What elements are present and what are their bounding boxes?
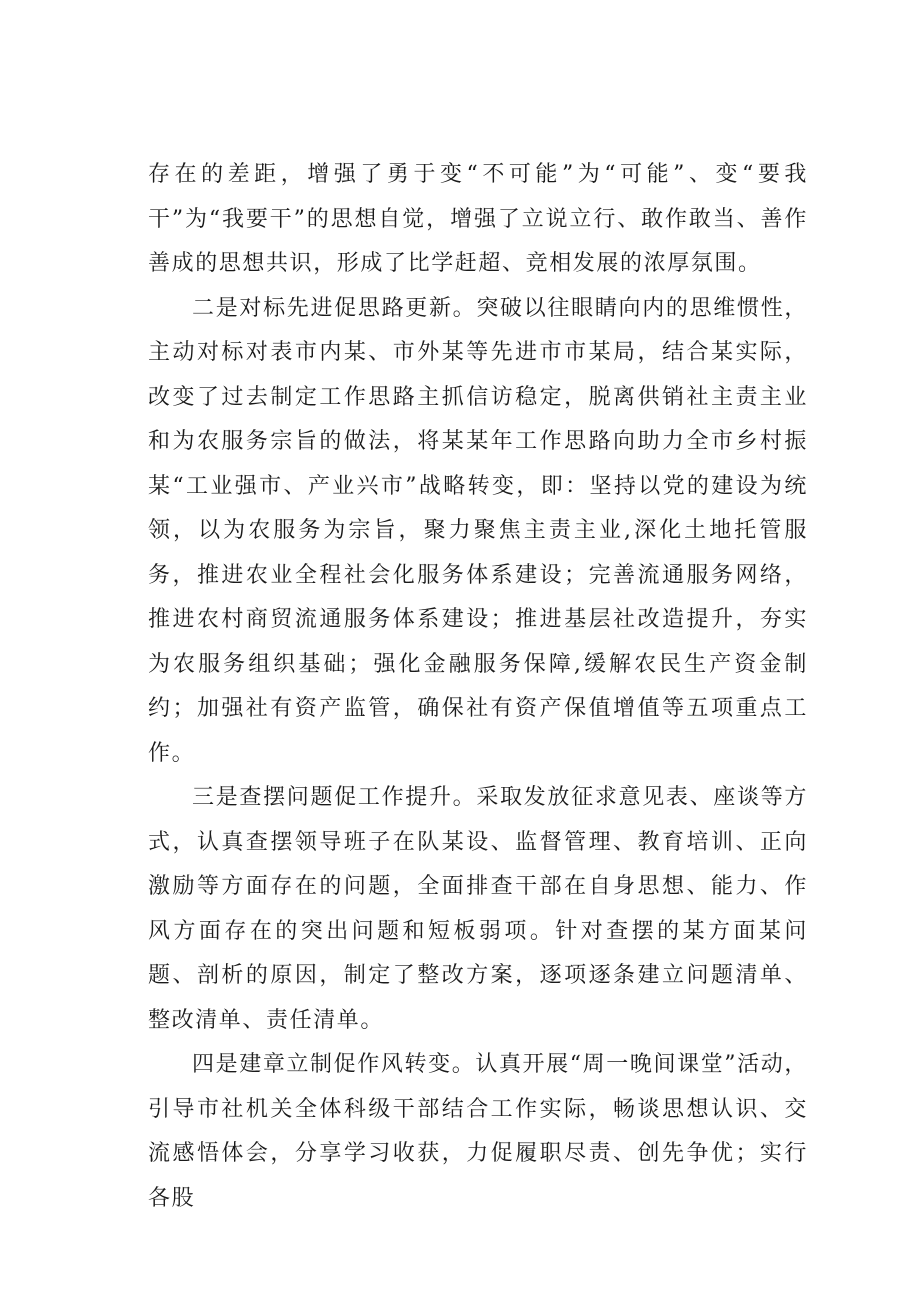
document-body	[148, 153, 808, 1221]
paragraph-thinking-update: 二是对标先进促思路更新。突破以往眼睛向内的思维惯性，主动对标对表市内某、市外某等先进市市某局，结合某实际，改变了过去制定工作思路主抓信访稳定，脱离供销社主责主业和为农服务宗旨的做法，将某某年工作思路向助力全市乡村振某“工业强市、产业兴市”战略转变，即：坚持以党的建设为统领，以为农服务为宗旨，聚力聚焦主责主业,深化土地托管服务，推进农业全程社会化服务体系建设；完善流通服务网络，推进农村商贸流通服务体系建设；推进基层社改造提升，夯实为农服务组织基础；强化金融服务保障,缓解农民生产资金制约；加强社有资产监管，确保社有资产保值增值等五项重点工作。	[148, 295, 808, 766]
paragraph-rules-style: 四是建章立制促作风转变。认真开展“周一晚间课堂”活动，引导市社机关全体科级干部结合工作实际，畅谈思想认识、交流感悟体会，分享学习收获，力促履职尽责、创先争优；实行各股	[148, 1052, 808, 1211]
paragraph-problem-review: 三是查摆问题促工作提升。采取发放征求意见表、座谈等方式，认真查摆领导班子在队某设、监督管理、教育培训、正向激励等方面存在的问题，全面排查干部在自身思想、能力、作风方面存在的突出问题和短板弱项。针对查摆的某方面某问题、剖析的原因，制定了整改方案，逐项逐条建立问题清单、整改清单、责任清单。	[148, 785, 808, 1033]
paragraph-continuation: 存在的差距，增强了勇于变“不可能”为“可能”、变“要我干”为“我要干”的思想自觉，增强了立说立行、敢作敢当、善作善成的思想共识，形成了比学赶超、竞相发展的浓厚氛围。	[148, 162, 808, 276]
